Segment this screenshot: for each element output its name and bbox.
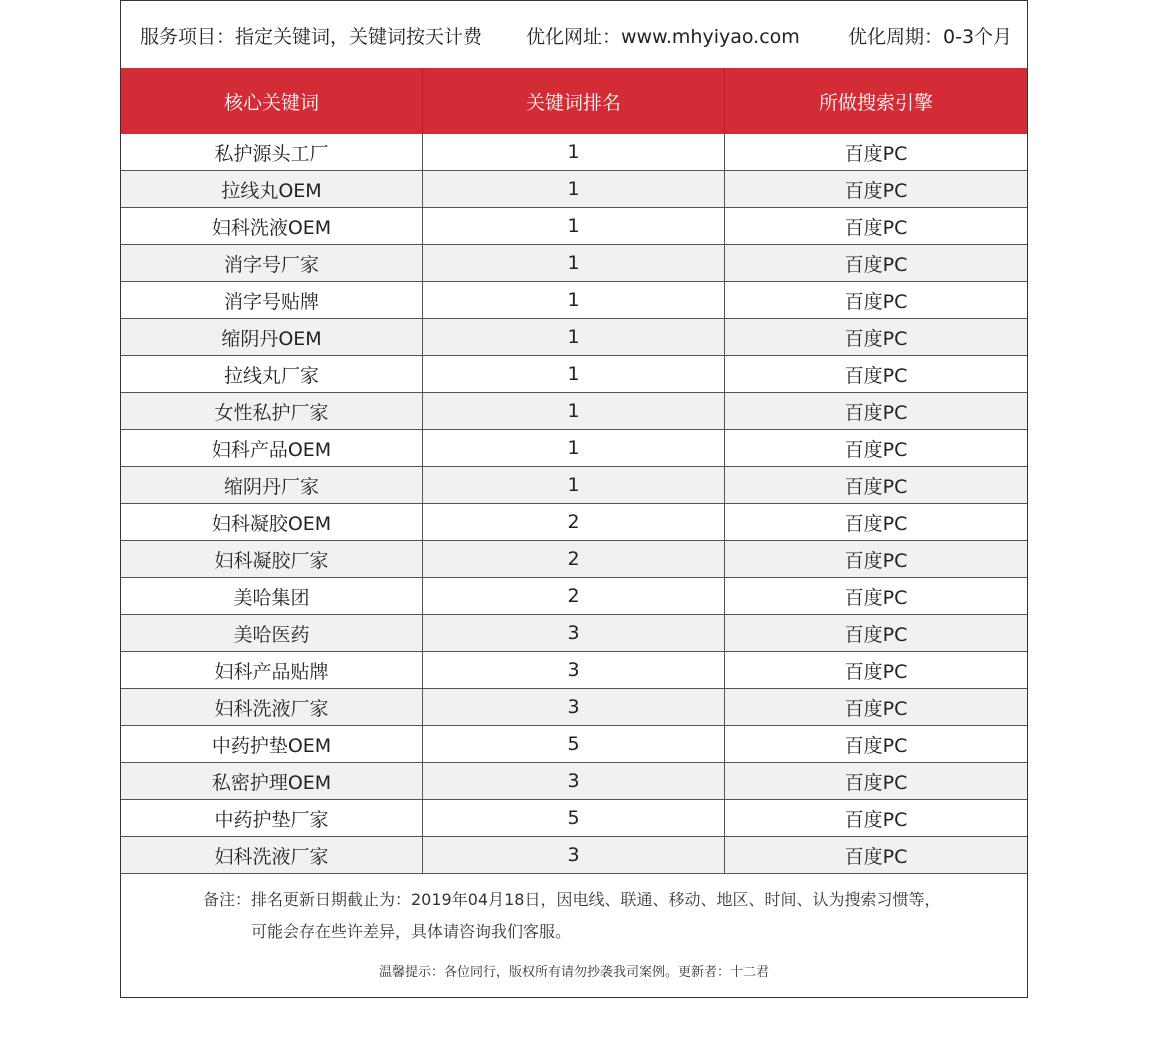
rank-cell: 3 — [423, 763, 725, 799]
rank-cell: 1 — [423, 467, 725, 503]
keyword-cell: 妇科洗液厂家 — [121, 837, 423, 873]
table-row — [121, 208, 1027, 245]
table-header — [121, 68, 1027, 134]
engine-cell: 百度PC — [844, 475, 908, 498]
table-row — [121, 319, 1027, 356]
table-row — [121, 615, 1027, 652]
table-body — [121, 134, 1027, 874]
rank-cell: 1 — [423, 245, 725, 281]
keyword-cell: 消字号厂家 — [121, 245, 423, 281]
ranking-report-frame — [120, 0, 1028, 998]
table-row — [121, 356, 1027, 393]
keyword-cell: 拉线丸OEM — [121, 171, 423, 207]
column-header-engine: 所做搜索引擎 — [818, 91, 933, 114]
keyword-cell: 美哈医药 — [121, 615, 423, 651]
rank-cell: 3 — [423, 837, 725, 873]
engine-cell: 百度PC — [844, 808, 908, 831]
table-row — [121, 689, 1027, 726]
keyword-cell: 妇科产品OEM — [121, 430, 423, 466]
engine-cell: 百度PC — [844, 364, 908, 387]
note-line-1: 备注：排名更新日期截止为：2019年04月18日，因电线、联通、移动、地区、时间、认为搜索习惯等， — [203, 890, 941, 909]
table-row — [121, 467, 1027, 504]
rank-cell: 1 — [423, 356, 725, 392]
table-row — [121, 578, 1027, 615]
table-row — [121, 282, 1027, 319]
keyword-cell: 妇科洗液OEM — [121, 208, 423, 244]
rank-cell: 2 — [423, 578, 725, 614]
engine-cell: 百度PC — [844, 290, 908, 313]
table-row — [121, 652, 1027, 689]
keyword-cell: 中药护垫厂家 — [121, 800, 423, 836]
rank-cell: 3 — [423, 689, 725, 725]
engine-cell: 百度PC — [844, 216, 908, 239]
table-row — [121, 171, 1027, 208]
column-header-keyword: 核心关键词 — [121, 68, 423, 134]
rank-cell: 3 — [423, 615, 725, 651]
rank-cell: 1 — [423, 430, 725, 466]
site-url-text: 优化网址：www.mhyiyao.com — [526, 26, 800, 48]
table-row — [121, 837, 1027, 874]
copyright-tip: 温馨提示：各位同行，版权所有请勿抄袭我司案例。更新者：十二君 — [378, 965, 769, 980]
table-row — [121, 245, 1027, 282]
engine-cell: 百度PC — [844, 401, 908, 424]
rank-cell: 1 — [423, 171, 725, 207]
engine-cell: 百度PC — [844, 586, 908, 609]
period-text: 优化周期：0-3个月 — [848, 26, 1013, 48]
keyword-cell: 妇科凝胶OEM — [121, 504, 423, 540]
table-row — [121, 430, 1027, 467]
engine-cell: 百度PC — [844, 845, 908, 868]
table-row — [121, 541, 1027, 578]
engine-cell: 百度PC — [844, 142, 908, 165]
engine-cell: 百度PC — [844, 327, 908, 350]
keyword-cell: 美哈集团 — [121, 578, 423, 614]
engine-cell: 百度PC — [844, 549, 908, 572]
rank-cell: 2 — [423, 504, 725, 540]
keyword-cell: 私密护理OEM — [121, 763, 423, 799]
rank-cell: 1 — [423, 393, 725, 429]
engine-cell: 百度PC — [844, 697, 908, 720]
rank-cell: 5 — [423, 726, 725, 762]
keyword-cell: 缩阴丹厂家 — [121, 467, 423, 503]
engine-cell: 百度PC — [844, 771, 908, 794]
table-row — [121, 134, 1027, 171]
keyword-cell: 缩阴丹OEM — [121, 319, 423, 355]
keyword-cell: 妇科凝胶厂家 — [121, 541, 423, 577]
keyword-cell: 妇科洗液厂家 — [121, 689, 423, 725]
engine-cell: 百度PC — [844, 253, 908, 276]
engine-cell: 百度PC — [844, 512, 908, 535]
table-row — [121, 763, 1027, 800]
engine-cell: 百度PC — [844, 623, 908, 646]
engine-cell: 百度PC — [844, 734, 908, 757]
service-item-text: 服务项目：指定关键词，关键词按天计费 — [140, 26, 483, 48]
notes-section — [121, 875, 1027, 999]
note-line-2: 可能会存在些许差异，具体请咨询我们客服。 — [251, 922, 572, 941]
engine-cell: 百度PC — [844, 660, 908, 683]
engine-cell: 百度PC — [844, 179, 908, 202]
table-row — [121, 726, 1027, 763]
keyword-cell: 女性私护厂家 — [121, 393, 423, 429]
report-header — [121, 1, 1027, 68]
table-row — [121, 504, 1027, 541]
table-row — [121, 393, 1027, 430]
rank-cell: 1 — [423, 319, 725, 355]
rank-cell: 5 — [423, 800, 725, 836]
keyword-cell: 中药护垫OEM — [121, 726, 423, 762]
rank-cell: 1 — [423, 208, 725, 244]
rank-cell: 3 — [423, 652, 725, 688]
rank-cell: 1 — [423, 134, 725, 170]
keyword-cell: 妇科产品贴牌 — [121, 652, 423, 688]
rank-cell: 1 — [423, 282, 725, 318]
engine-cell: 百度PC — [844, 438, 908, 461]
keyword-cell: 消字号贴牌 — [121, 282, 423, 318]
keyword-cell: 拉线丸厂家 — [121, 356, 423, 392]
rank-cell: 2 — [423, 541, 725, 577]
column-header-rank: 关键词排名 — [423, 68, 725, 134]
keyword-cell: 私护源头工厂 — [121, 134, 423, 170]
table-row — [121, 800, 1027, 837]
